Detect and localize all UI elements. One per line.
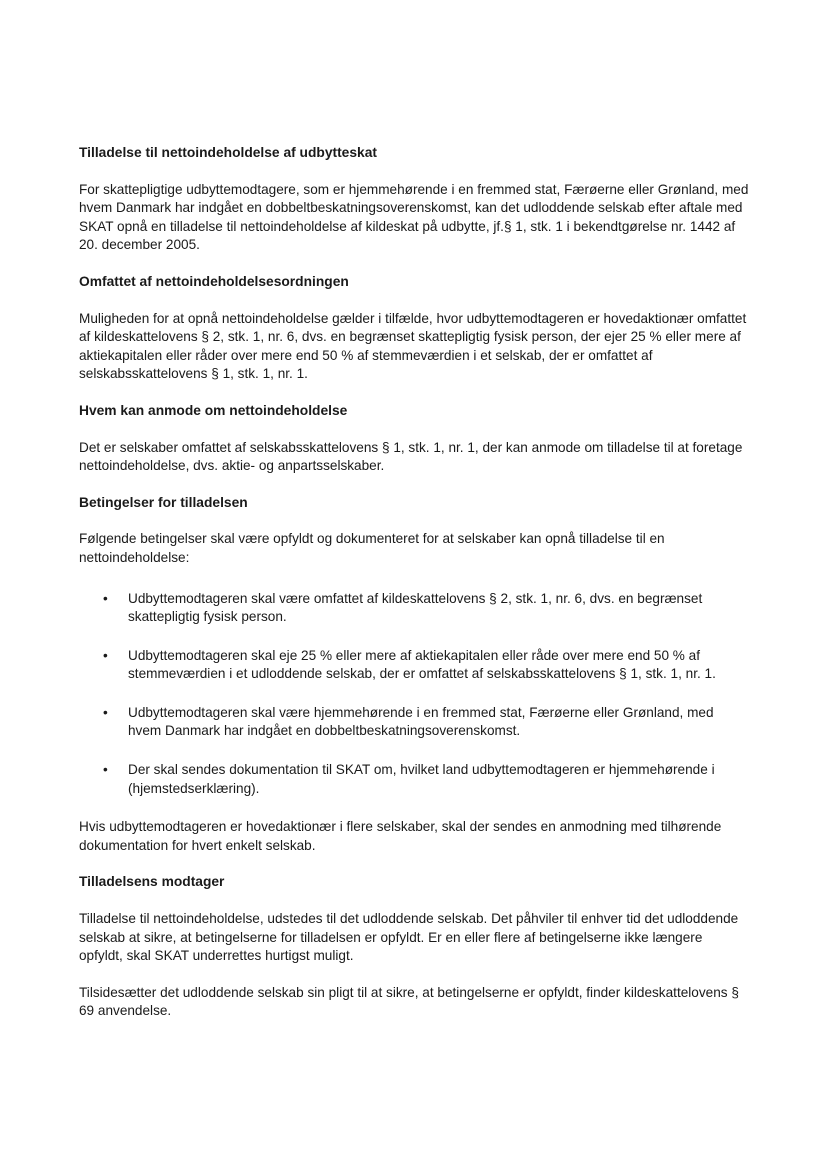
paragraph: Følgende betingelser skal være opfyldt og dokumenteret for at selskaber kan opnå tilladelse til en nettoindeholdelse:	[79, 531, 665, 565]
paragraph: Muligheden for at opnå nettoindeholdelse gælder i tilfælde, hvor udbyttemodtageren er hovedaktionær omfattet af kildeskattelovens § 2, stk. 1, nr. 6, dvs. en begrænset skattepligtig fysisk person, der ejer 25 % eller mere af aktiekapitalen eller råder over mere end 50 % af stemmeværdien i et selskab, der er omfattet af selskabsskattelovens § 1, stk. 1, nr. 1.	[79, 310, 747, 382]
paragraph: Tilsidesætter det udloddende selskab sin pligt til at sikre, at betingelserne er opfyldt, finder kildeskattelovens § 69 anvendelse.	[79, 984, 739, 1019]
paragraph: Det er selskaber omfattet af selskabsskattelovens § 1, stk. 1, nr. 1, der kan anmode om tilladelse til at foretage nettoindeholdelse, dvs. aktie- og anpartsselskaber.	[79, 439, 743, 474]
list-item-text: Udbyttemodtageren skal eje 25 % eller mere af aktiekapitalen eller råde over mere end 50 % af stemmeværdien i et udloddende selskab, der er omfattet af selskabsskattelovens § 1, stk. 1, nr. 1.	[128, 647, 716, 682]
list-item	[79, 761, 749, 798]
section-heading: Betingelser for tilladelsen	[79, 494, 248, 510]
list-item-text: Udbyttemodtageren skal være omfattet af kildeskattelovens § 2, stk. 1, nr. 6, dvs. en begrænset skattepligtig fysisk person.	[128, 590, 703, 625]
section-heading: Hvem kan anmode om nettoindeholdelse	[79, 402, 348, 418]
bullet-icon: •	[103, 704, 108, 720]
paragraph: Tilladelse til nettoindeholdelse, udstedes til det udloddende selskab. Det påhviler til enhver tid det udloddende selskab at sikre, at betingelserne for tilladelsen er opfyldt. Er en eller flere af betingelserne ikke længere opfyldt, skal SKAT underrettes hurtigst muligt.	[79, 911, 739, 964]
document-page	[79, 144, 749, 1039]
paragraph: For skattepligtige udbyttemodtagere, som er hjemmehørende i en fremmed stat, Færøerne eller Grønland, med hvem Danmark har indgået en dobbeltbeskatningsoverenskomst, kan det udloddende selskab efter aftale med SKAT opnå en tilladelse til nettoindeholdelse af kildeskat på udbytte, jf.§ 1, stk. 1 i bekendtgørelse nr. 1442 af 20. december 2005.	[79, 181, 749, 253]
list-item	[79, 590, 749, 627]
conditions-list	[79, 590, 749, 799]
bullet-icon: •	[103, 590, 108, 606]
bullet-icon: •	[103, 762, 108, 778]
list-item	[79, 647, 749, 684]
section-heading: Omfattet af nettoindeholdelsesordningen	[79, 273, 349, 289]
section-heading: Tilladelsens modtager	[79, 874, 225, 890]
list-item-text: Udbyttemodtageren skal være hjemmehørende i en fremmed stat, Færøerne eller Grønland, med hvem Danmark har indgået en dobbeltbeskatningsoverenskomst.	[128, 704, 714, 739]
list-item	[79, 704, 749, 741]
bullet-icon: •	[103, 647, 108, 663]
paragraph: Hvis udbyttemodtageren er hovedaktionær i flere selskaber, skal der sendes en anmodning med tilhørende dokumentation for hvert enkelt selskab.	[79, 819, 722, 853]
section-heading: Tilladelse til nettoindeholdelse af udbytteskat	[79, 145, 377, 160]
list-item-text: Der skal sendes dokumentation til SKAT om, hvilket land udbyttemodtageren er hjemmehørende i (hjemstedserklæring).	[128, 762, 715, 796]
